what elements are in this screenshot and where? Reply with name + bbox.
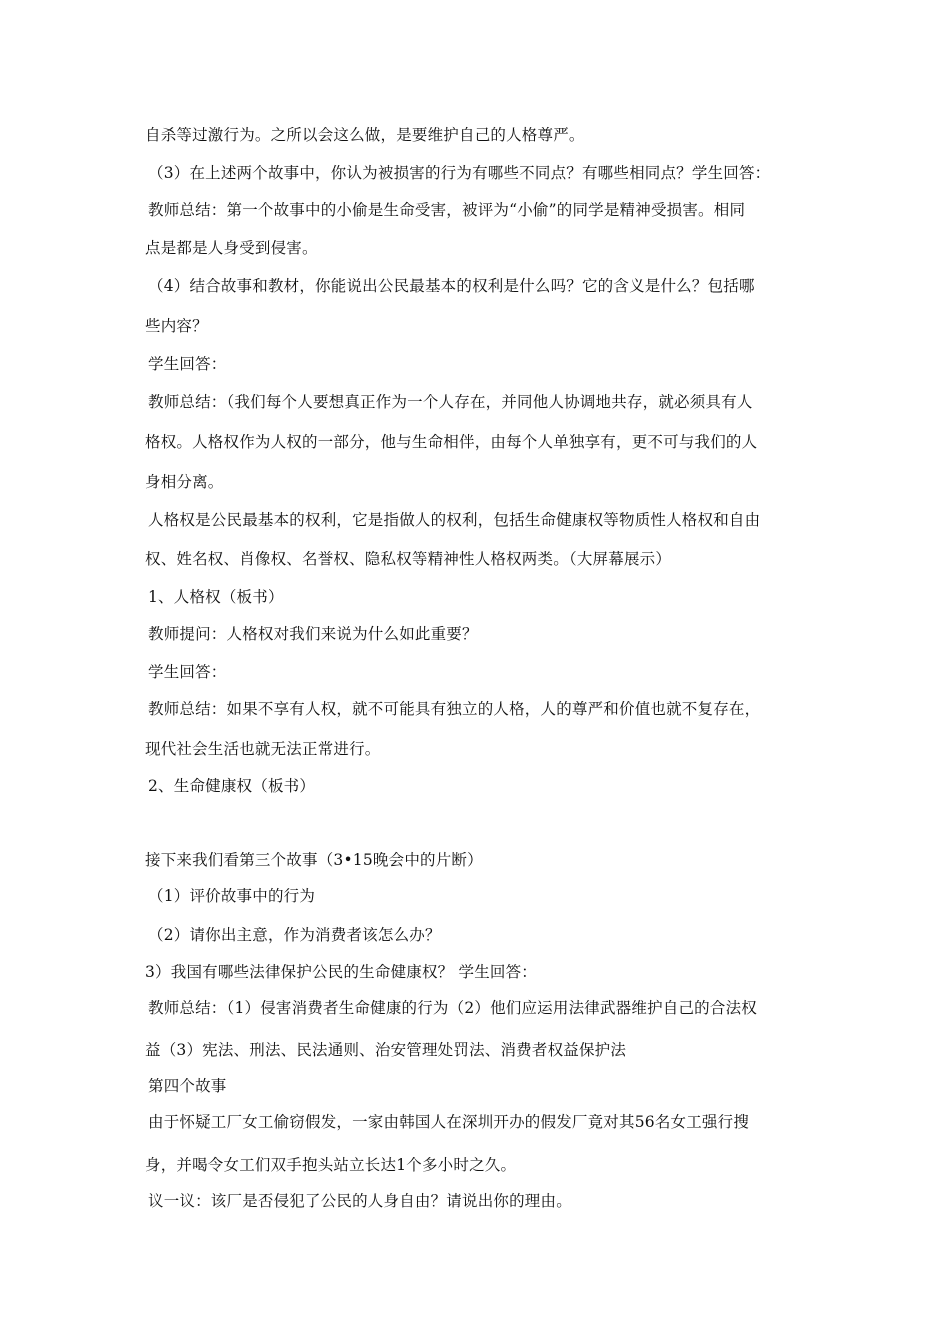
text-line: 学生回答：	[148, 663, 227, 681]
text-line: 3）我国有哪些法律保护公民的生命健康权？ 学生回答：	[145, 963, 537, 981]
text-line: 权、姓名权、肖像权、名誉权、隐私权等精神性人格权两类。（大屏幕展示）	[145, 550, 672, 568]
text-line: 第四个故事	[148, 1077, 227, 1095]
text-line: 点是都是人身受到侵害。	[145, 239, 318, 257]
text-line: 教师提问：人格权对我们来说为什么如此重要？	[148, 625, 478, 643]
text-line: 现代社会生活也就无法正常进行。	[145, 740, 381, 758]
text-line: 人格权是公民最基本的权利，它是指做人的权利，包括生命健康权等物质性人格权和自由	[148, 511, 761, 529]
text-line: 教师总结：（1）侵害消费者生命健康的行为（2）他们应运用法律武器维护自己的合法权	[148, 999, 757, 1017]
text-line: 学生回答：	[148, 355, 227, 373]
text-line: 1、人格权（板书）	[148, 588, 284, 606]
text-line: 由于怀疑工厂女工偷窃假发，一家由韩国人在深圳开办的假发厂竟对其56名女工强行搜	[148, 1113, 750, 1131]
text-line: 2、生命健康权（板书）	[148, 777, 316, 795]
text-line: 身，并喝令女工们双手抱头站立长达1个多小时之久。	[145, 1156, 517, 1174]
text-line: 自杀等过激行为。之所以会这么做，是要维护自己的人格尊严。	[145, 126, 585, 144]
text-line: （4）结合故事和教材，你能说出公民最基本的权利是什么吗？它的含义是什么？包括哪	[148, 277, 755, 295]
text-line: 教师总结：如果不享有人权，就不可能具有独立的人格，人的尊严和价值也就不复存在，	[148, 700, 761, 718]
text-line: 议一议：该厂是否侵犯了公民的人身自由？请说出你的理由。	[148, 1192, 572, 1210]
text-line: 身相分离。	[145, 473, 224, 491]
text-line: 教师总结：第一个故事中的小偷是生命受害，被评为“小偷”的同学是精神受损害。相同	[148, 201, 746, 219]
text-line: 些内容？	[145, 317, 208, 335]
text-line: （2）请你出主意，作为消费者该怎么办？	[148, 926, 441, 944]
text-line: （3）在上述两个故事中，你认为被损害的行为有哪些不同点？有哪些相同点？学生回答：	[148, 164, 771, 182]
text-line: 益（3）宪法、刑法、民法通则、治安管理处罚法、消费者权益保护法	[145, 1041, 627, 1059]
text-line: 接下来我们看第三个故事（3•15晚会中的片断）	[145, 851, 483, 869]
text-line: （1）评价故事中的行为	[148, 887, 316, 905]
text-line: 格权。人格权作为人权的一部分，他与生命相伴，由每个人单独享有，更不可与我们的人	[145, 433, 758, 451]
text-line: 教师总结：（我们每个人要想真正作为一个人存在，并同他人协调地共存，就必须具有人	[148, 393, 753, 411]
